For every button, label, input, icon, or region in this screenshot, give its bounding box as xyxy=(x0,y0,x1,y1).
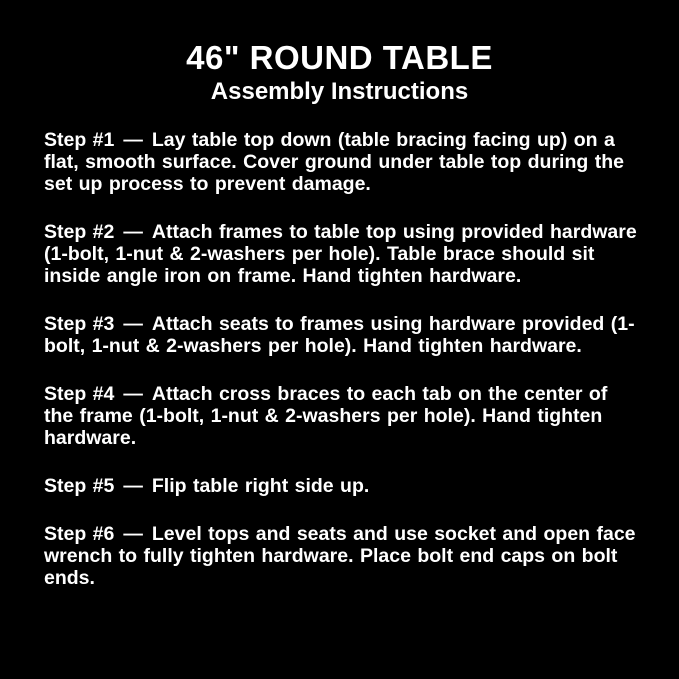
page-subtitle: Assembly Instructions xyxy=(210,78,469,105)
step-3-dash: — xyxy=(123,313,143,335)
sheet-header xyxy=(0,0,679,106)
step-4-paragraph xyxy=(44,383,641,449)
step-5-text: Flip table right side up. xyxy=(151,475,370,497)
step-5-paragraph xyxy=(44,475,641,497)
step-3-paragraph xyxy=(44,313,641,357)
step-2-dash: — xyxy=(123,221,143,243)
step-4-label: Step #4 xyxy=(44,383,115,405)
step-4-text: Attach cross braces to each tab on the center of the frame (1-bolt, 1-nut & 2-washers per hole). Hand tighten hardware. xyxy=(44,383,608,449)
step-1-label: Step #1 xyxy=(44,129,115,151)
step-1-dash: — xyxy=(123,129,143,151)
step-6-label: Step #6 xyxy=(44,523,115,545)
step-3-label: Step #3 xyxy=(44,313,115,335)
step-2-paragraph xyxy=(44,221,641,287)
step-6-dash: — xyxy=(123,523,143,545)
steps-list xyxy=(0,106,679,589)
step-3-text: Attach seats to frames using hardware provided (1-bolt, 1-nut & 2-washers per hole). Hand tighten hardware. xyxy=(44,313,635,357)
step-1-text: Lay table top down (table bracing facing up) on a flat, smooth surface. Cover ground under table top during the set up process to prevent damage. xyxy=(44,129,624,195)
step-6-text: Level tops and seats and use socket and open face wrench to fully tighten hardware. Place bolt end caps on bolt ends. xyxy=(44,523,636,589)
step-1-paragraph xyxy=(44,129,641,195)
step-5-dash: — xyxy=(123,475,143,497)
step-2-text: Attach frames to table top using provided hardware (1-bolt, 1-nut & 2-washers per hole). Table brace should sit inside angle iron on frame. Hand tighten hardware. xyxy=(44,221,637,287)
page-title: 46" ROUND TABLE xyxy=(186,39,493,76)
step-4-dash: — xyxy=(123,383,143,405)
step-6-paragraph xyxy=(44,523,641,589)
step-5-label: Step #5 xyxy=(44,475,115,497)
step-2-label: Step #2 xyxy=(44,221,115,243)
